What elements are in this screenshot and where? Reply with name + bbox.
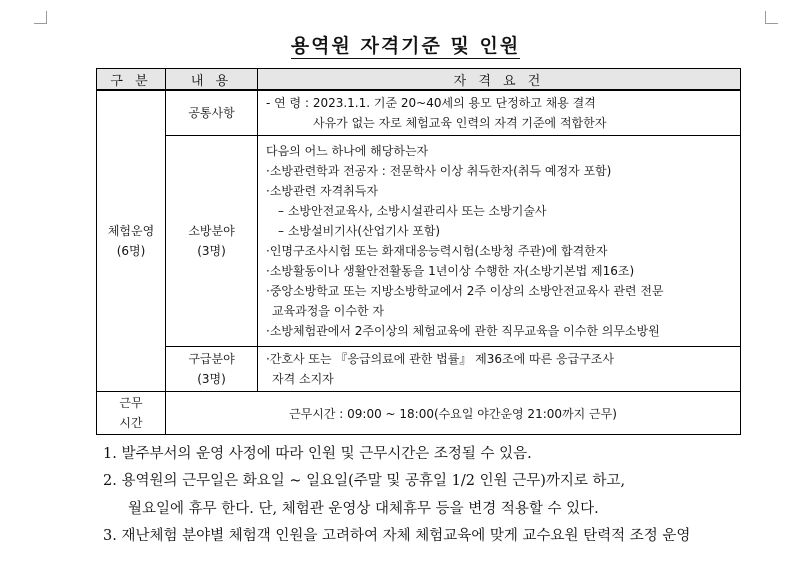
category-count: (3명) xyxy=(197,372,226,386)
table-row-common xyxy=(97,90,741,136)
category-count: (3명) xyxy=(197,244,226,258)
group-cell xyxy=(97,90,166,392)
category-label: 공통사항 xyxy=(188,106,235,120)
note-item: 3. 재난체험 분야별 체험객 인원을 고려하여 자체 체험교육에 맞게 교수요원 탄력적 조정 운영 xyxy=(103,527,691,544)
header-requirements: 자 격 요 건 xyxy=(258,69,741,91)
requirement-line: 자격 소지자 xyxy=(272,372,334,386)
hours-value: 근무시간 : 09:00 ~ 18:00(수요일 야간운영 21:00까지 근무) xyxy=(166,392,741,435)
category-common xyxy=(166,90,258,136)
page-corner-mark-right xyxy=(765,11,778,24)
requirement-line: 다음의 어느 하나에 해당하는자 xyxy=(266,144,429,158)
note-item: 1. 발주부서의 운영 사정에 따라 인원 및 근무시간은 조정될 수 있음. xyxy=(103,446,532,462)
requirement-line: ·소방체험관에서 2주이상의 체험교육에 관한 직무교육을 이수한 의무소방원 xyxy=(266,324,660,338)
requirement-line: 사유가 없는 자로 체험교육 인력의 자격 기준에 적합한자 xyxy=(313,116,607,130)
requirement-line: – 소방설비기사(산업기사 포함) xyxy=(278,224,441,238)
table-header-row xyxy=(97,69,741,91)
requirements-ems xyxy=(258,347,741,392)
note-item: 월요일에 휴무 한다. 단, 체험관 운영상 대체휴무 등을 변경 적용할 수 있다. xyxy=(128,500,599,517)
requirement-line: ·소방활동이나 생활안전활동을 1년이상 수행한 자(소방기본법 제16조) xyxy=(266,264,635,278)
table-row-hours xyxy=(97,392,741,435)
group-count: (6명) xyxy=(116,244,146,258)
requirement-line: ·중앙소방학교 또는 지방소방학교에서 2주 이상의 소방안전교육사 관련 전문 xyxy=(266,284,664,298)
hours-label-cell xyxy=(97,392,166,435)
hours-label: 시간 xyxy=(119,416,143,430)
category-ems xyxy=(166,347,258,392)
requirements-fire xyxy=(258,136,741,347)
requirement-line: ·소방관련학과 전공자 : 전문학사 이상 취득한자(취득 예정자 포함) xyxy=(266,164,612,178)
table-row-fire xyxy=(97,136,741,347)
notes-list xyxy=(103,441,690,550)
requirements-common xyxy=(258,90,741,136)
requirement-line: ·인명구조사시험 또는 화재대응능력시험(소방청 주관)에 합격한자 xyxy=(266,244,608,258)
qualification-table xyxy=(96,68,741,435)
requirement-line: 교육과정을 이수한 자 xyxy=(272,304,384,318)
header-content: 내 용 xyxy=(166,69,258,91)
note-item: 2. 용역원의 근무일은 화요일 ~ 일요일(주말 및 공휴일 1/2 인원 근무)까지로 하고, xyxy=(103,473,626,490)
category-label: 소방분야 xyxy=(188,224,235,238)
requirement-line: ·간호사 또는 『응급의료에 관한 법률』 제36조에 따른 응급구조사 xyxy=(266,352,614,366)
group-label: 체험운영 xyxy=(107,224,155,238)
document-title: 용역원 자격기준 및 인원 xyxy=(290,35,521,57)
requirement-line: – 소방안전교육사, 소방시설관리사 또는 소방기술사 xyxy=(278,204,547,218)
header-division: 구 분 xyxy=(97,69,166,91)
category-fire xyxy=(166,136,258,347)
page-corner-mark-left xyxy=(34,11,47,24)
category-label: 구급분야 xyxy=(188,352,235,366)
hours-label: 근무 xyxy=(119,396,143,410)
requirement-line: - 연 령 : 2023.1.1. 기준 20~40세의 용모 단정하고 채용 결격 xyxy=(266,96,596,110)
table-row-ems xyxy=(97,347,741,392)
requirement-line: ·소방관련 자격취득자 xyxy=(266,184,378,198)
